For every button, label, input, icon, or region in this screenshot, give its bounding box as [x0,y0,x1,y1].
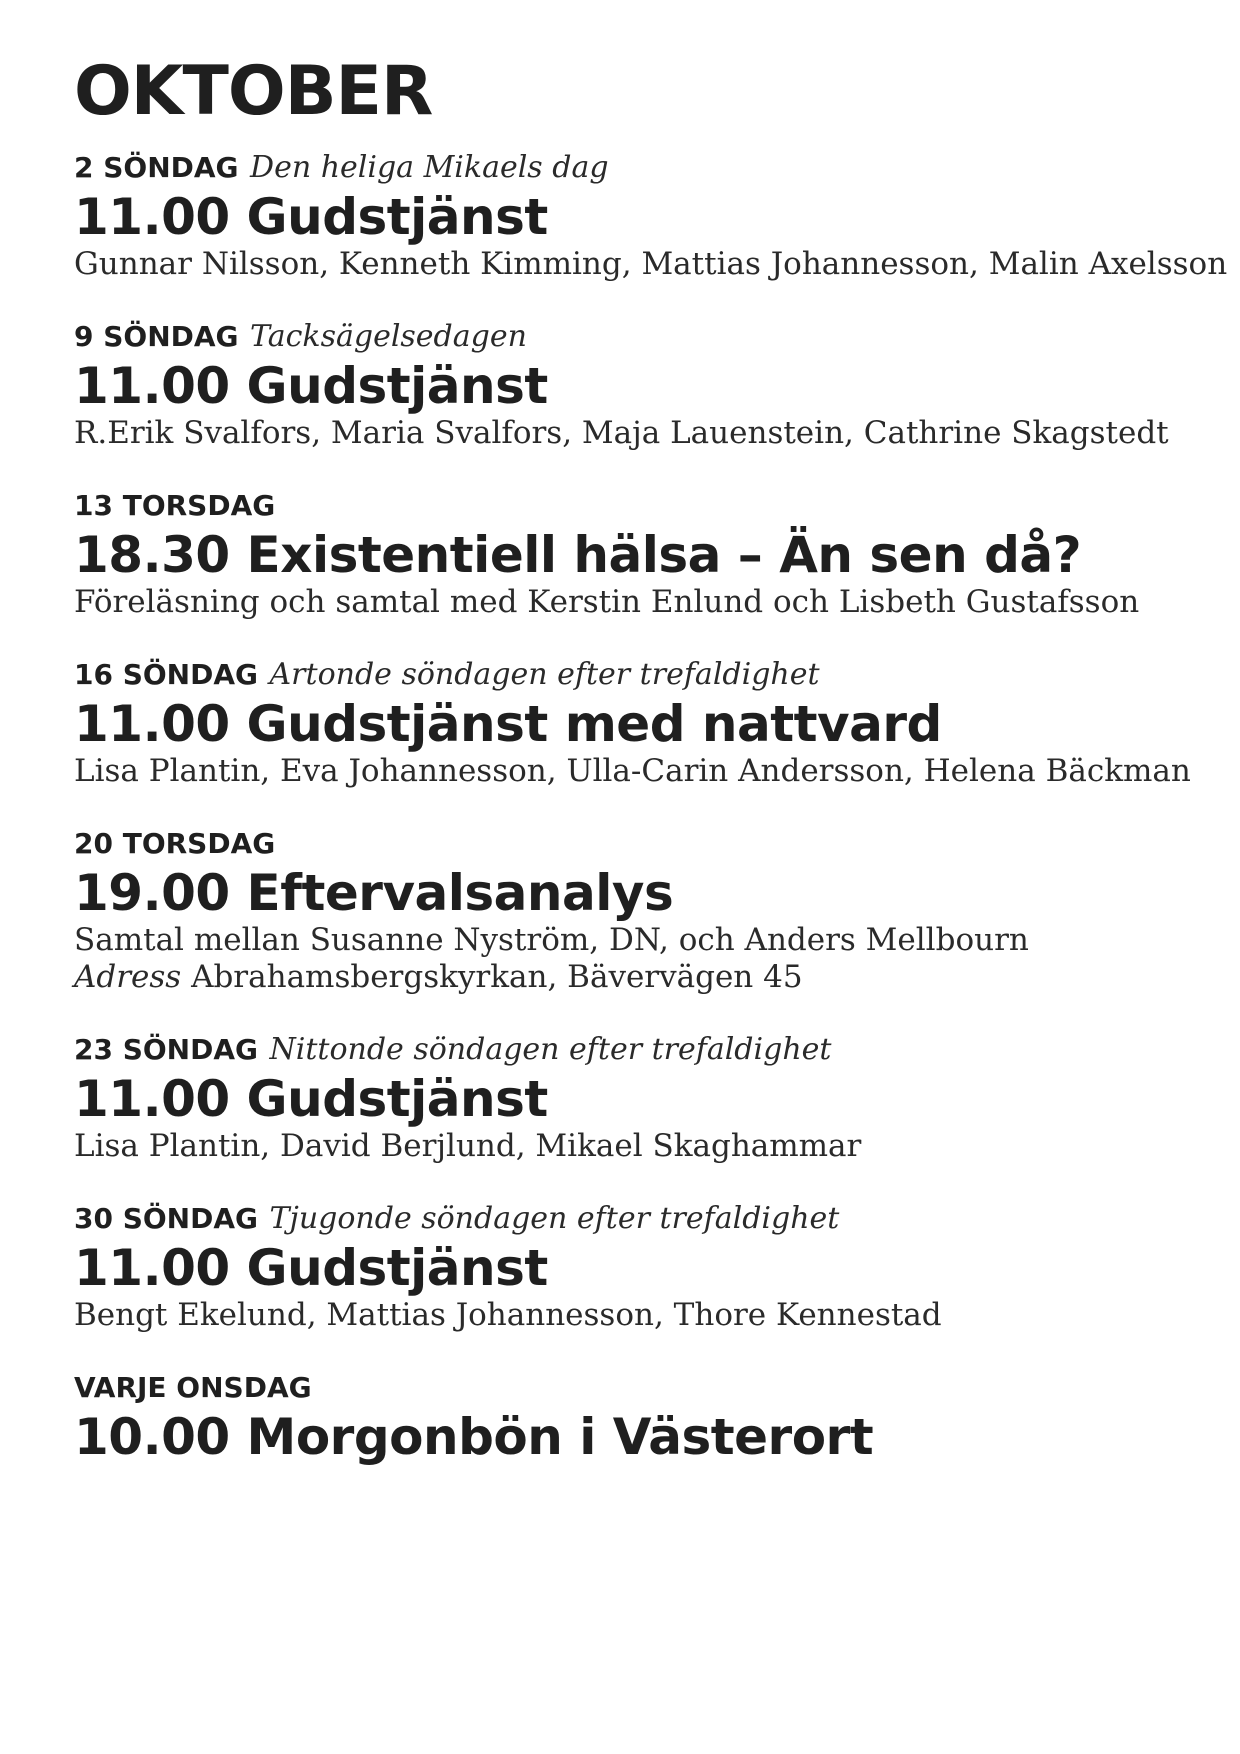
event-feast: Den heliga Mikaels dag [250,150,609,185]
event-item [74,486,1194,621]
event-item [74,1030,1194,1165]
event-day: VARJE ONSDAG [74,1371,312,1404]
event-day: 9 SÖNDAG [74,320,239,353]
event-feast: Artonde söndagen efter trefaldighet [269,657,820,692]
event-detail: Samtal mellan Susanne Nyström, DN, och Anders Mellbourn [74,922,1029,958]
address-value: Abrahamsbergskyrkan, Bävervägen 45 [191,959,803,995]
event-day: 20 TORSDAG [74,827,276,860]
event-title: 10.00 Morgonbön i Västerort [74,1408,874,1466]
event-dayline [74,317,1194,357]
event-title: 11.00 Gudstjänst med nattvard [74,695,942,753]
event-item [74,1199,1194,1334]
event-title: 11.00 Gudstjänst [74,1070,548,1128]
event-detail: Lisa Plantin, David Berjlund, Mikael Skaghammar [74,1128,862,1164]
event-dayline [74,824,1194,864]
event-item [74,1368,1194,1466]
event-day: 30 SÖNDAG [74,1202,259,1235]
event-dayline [74,1030,1194,1070]
event-feast: Tjugonde söndagen efter trefaldighet [269,1201,840,1236]
month-heading: OKTOBER [74,52,433,131]
event-dayline [74,1199,1194,1239]
event-detail: Gunnar Nilsson, Kenneth Kimming, Mattias Johannesson, Malin Axelsson [74,246,1228,282]
event-title: 11.00 Gudstjänst [74,357,548,415]
event-detail: Lisa Plantin, Eva Johannesson, Ulla-Carin Andersson, Helena Bäckman [74,753,1191,789]
event-dayline [74,148,1194,188]
event-detail: Föreläsning och samtal med Kerstin Enlund och Lisbeth Gustafsson [74,584,1140,620]
event-dayline [74,486,1194,526]
event-day: 2 SÖNDAG [74,151,239,184]
event-title: 11.00 Gudstjänst [74,1239,548,1297]
event-detail: R.Erik Svalfors, Maria Svalfors, Maja Lauenstein, Cathrine Skagstedt [74,415,1169,451]
event-title: 11.00 Gudstjänst [74,188,548,246]
address-label: Adress [74,959,182,995]
event-title: 19.00 Eftervalsanalys [74,864,674,922]
event-day: 16 SÖNDAG [74,658,259,691]
event-feast: Tacksägelsedagen [250,319,527,354]
event-item [74,824,1194,996]
event-dayline [74,655,1194,695]
event-address [74,959,1194,996]
event-item [74,317,1194,452]
event-dayline [74,1368,1194,1408]
calendar-page [74,52,1228,1500]
event-item [74,655,1194,790]
event-day: 13 TORSDAG [74,489,276,522]
event-day: 23 SÖNDAG [74,1033,259,1066]
event-title: 18.30 Existentiell hälsa – Än sen då? [74,526,1082,584]
event-feast: Nittonde söndagen efter trefaldighet [269,1032,832,1067]
event-item [74,148,1228,283]
event-detail: Bengt Ekelund, Mattias Johannesson, Thore Kennestad [74,1297,942,1333]
